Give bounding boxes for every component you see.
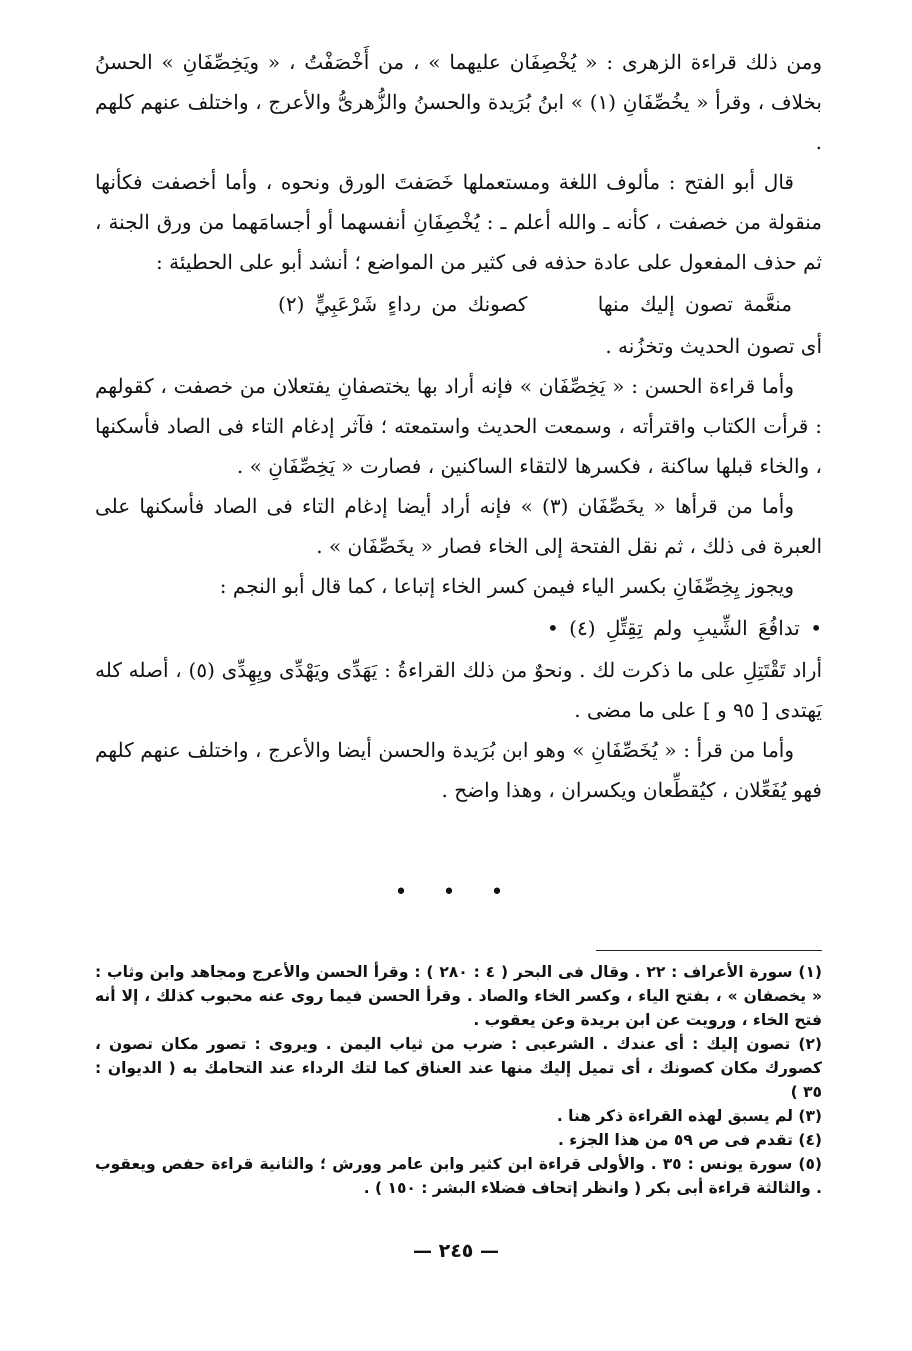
paragraph-3: أى تصون الحديث وتخزُنه . bbox=[605, 334, 822, 358]
paragraph-8: وأما من قرأ : « يُخَصِّفَانِ » وهو ابن بُرَيدة والحسن أيضا والأعرج ، واختلف عنهم كلهم فهو يُفَعِّلان ، كيُقطِّعان ويكسران ، وهذا واضح . bbox=[95, 738, 822, 802]
paragraph-5: وأما من قرأها « يخَصِّفَان (٣) » فإنه أراد أيضا إدغام التاء فى الصاد فأسكنها على العبرة فى ذلك ، ثم نقل الفتحة إلى الخاء فصار « يخَصِّفَان » . bbox=[95, 494, 822, 558]
paragraph-7: أراد تَقْتَتِلِ على ما ذكرت لك . ونحوٌ من ذلك القراءةُ : يَهَدِّى ويَهْدِّى ويِهِدِّى (٥) ، أصله كله يَهتدى [ ٩٥ و ] على ما مضى . bbox=[95, 658, 823, 722]
rajaz-verse: • تدافُعَ الشِّيبِ ولم تِقِتِّلِ (٤) • bbox=[546, 616, 822, 640]
paragraph-4: وأما قراءة الحسن : « يَخِصِّفَان » فإنه أراد بها يختصفانِ يفتعلان من خصفت ، كقولهم : قرأت الكتاب واقترأته ، وسمعت الحديث واستمعته ؛ فآثر إدغام التاء فى الصاد فأسكنها ، والخاء قبلها ساكنة ، فكسرها لالتقاء الساكنين ، فصارت « يَخِصِّفَانِ » . bbox=[95, 374, 822, 478]
footnote-5: (٥) سورة يونس : ٣٥ . والأولى قراءة ابن كثير وابن عامر وورش ؛ والثانية قراءة حفص ويعقوب . والثالثة قراءة أبى بكر ( وانظر إتحاف فضلاء البشر : ١٥٠ ) . bbox=[95, 1155, 822, 1197]
footnote-4: (٤) تقدم فى ص ٥٩ من هذا الجزء . bbox=[557, 1131, 822, 1149]
paragraph-1: ومن ذلك قراءة الزهرى : « يُخْصِفَان عليهما » ، من أَخْصَفْتُ ، « ويَخِصِّفَانِ » الحسنُ بخلاف ، وقرأ « يخُصِّفَانِ (١) » ابنُ بُرَيدة والحسنُ والزُّهرىُّ والأعرج ، واختلف عنهم كلهم . bbox=[95, 50, 822, 154]
footnote-1: (١) سورة الأعراف : ٢٢ . وقال فى البحر ( ٤ : ٢٨٠ ) : وقرأ الحسن والأعرج ومجاهد وابن وثاب : « يخصفان » ، بفتح الياء ، وكسر الخاء والصاد . وقرأ الحسن فيما روى عنه محبوب كذلك ، إلا أنه فتح الخاء ، ورويت عن ابن بريدة وعن يعقوب . bbox=[95, 963, 822, 1029]
section-separator-dots: • • • bbox=[394, 880, 518, 905]
paragraph-2: قال أبو الفتح : مألوف اللغة ومستعملها خَصَفتَ الورق ونحوه ، وأما أخصفت فكأنها منقولة من خصفت ، كأنه ـ والله أعلم ـ : يُخْصِفَانِ أنفسهما أو أجسامَهما من ورق الجنة ، ثم حذف المفعول على عادة حذفه فى كثير من المواضع ؛ أنشد أبو على الحطيئة : bbox=[95, 170, 822, 274]
footnote-divider bbox=[596, 950, 822, 951]
page-number: — ٢٤٥ — bbox=[412, 1240, 500, 1262]
verse-second-hemistich: كصونك من رداءٍ شَرْعَبِيٍّ (٢) bbox=[278, 292, 528, 316]
paragraph-6: ويجوز يِخِصِّفَانِ بكسر الياء فيمن كسر الخاء إتباعا ، كما قال أبو النجم : bbox=[219, 574, 794, 598]
footnote-2: (٢) تصون إليك : أى عندك . الشرعبى : ضرب من ثياب اليمن . ويروى : تصور مكان تصون ، كصورك مكان كصونك ، أى تميل إليك منها عند العناق كما لتك الرداء عند التحامك به ( الديوان : ٣٥ ) bbox=[95, 1035, 822, 1101]
footnotes bbox=[95, 960, 822, 1200]
verse-first-hemistich: منعَّمة تصون إليك منها bbox=[597, 292, 792, 316]
poetry-verse bbox=[95, 282, 822, 326]
footnote-3: (٣) لم يسبق لهذه القراءة ذكر هنا . bbox=[556, 1107, 822, 1125]
main-text bbox=[95, 42, 822, 810]
